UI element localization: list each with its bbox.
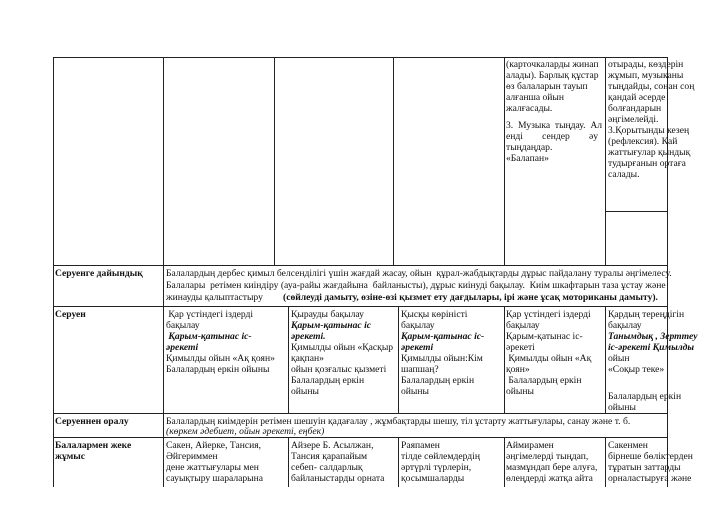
top-col5-line: салады. <box>608 169 640 180</box>
top-col5-line: тыңдайды, сонан соң <box>608 81 695 92</box>
row-label-individual: Балалармен жеке <box>55 440 132 451</box>
walk-line: Балалардың еркін <box>506 375 582 386</box>
walk-line: ойыны <box>291 386 319 397</box>
walk-line: Қимылды ойын «Ақ қоян» <box>166 353 275 364</box>
individual-line: қосымшаларды <box>401 473 465 484</box>
top-col5-line: болғандарын <box>608 103 662 114</box>
individual-line: Раяпамен <box>401 440 440 451</box>
walk-line: Қырауды бақылау <box>291 309 364 320</box>
individual-line: тұратын заттарды <box>608 462 681 473</box>
top-col4-line: жалғасады. <box>506 103 553 114</box>
table-line <box>53 265 668 266</box>
top-col5-line: тудырғанын ортаға <box>608 158 686 169</box>
walk-line: ойыны <box>608 402 636 413</box>
walk-line: ойын <box>608 353 630 364</box>
top-col5-line: қандай әсерде <box>608 92 666 103</box>
prep-text-line: Балалардың дербес қимыл белсенділігі үшін жағдай жасау, ойын құрал-жабдықтарды дұрыс пайдалану туралы әңгімелесу. <box>166 268 672 279</box>
walk-line: бақылау <box>166 320 200 331</box>
walk-line: Қимылды ойын «Қасқыр <box>291 342 394 353</box>
walk-line: Қар үстіндегі іздерді <box>506 309 591 320</box>
walk-line: Балалардың еркін <box>401 375 475 386</box>
table-line <box>53 57 668 58</box>
individual-line: өлеңдерді жатқа айта <box>506 473 593 484</box>
individual-line: тілде сөйлемдердің <box>401 451 480 462</box>
individual-line: Аймирамен <box>506 440 554 451</box>
walk-line: Қысқы көріністі <box>401 309 468 320</box>
table-line <box>53 57 54 487</box>
row-label-return: Серуеннен оралу <box>55 416 129 427</box>
individual-line: Тансия қарапайым <box>291 451 368 462</box>
prep-text-line: жинауды қалыптастыру <box>166 292 263 303</box>
walk-line: Балалардың еркін <box>291 375 365 386</box>
walk-line: «Соқыр теке» <box>608 364 665 375</box>
top-col5-line: жұмып, музыканы <box>608 70 684 81</box>
row-label-prep: Серуенге дайындық <box>55 268 143 279</box>
table-line <box>504 57 505 265</box>
walk-line: әрекеті <box>506 342 535 353</box>
top-col4-line: енді сендер әу <box>506 131 599 142</box>
individual-line: сауықтыру шараларына <box>166 473 264 484</box>
individual-line: бірнеше бөліктерден <box>608 451 693 462</box>
walk-line: Қимылды ойын:Кім <box>401 353 483 364</box>
walk-line: ойыны <box>401 386 429 397</box>
individual-line: мазмұндап бере алуға, <box>506 462 598 473</box>
top-col4-line: (карточкаларды жинап <box>506 59 599 70</box>
walk-line: қоян» <box>506 364 530 375</box>
walk-line: Қарым-қатынас іс <box>291 320 372 331</box>
table-line <box>53 437 668 438</box>
row-label-individual: жұмыс <box>55 451 86 462</box>
individual-line: дене жаттығулары мен <box>166 462 259 473</box>
table-line <box>398 306 399 413</box>
top-col5-line: отырады, көздерін <box>608 59 684 70</box>
row-label-walk: Серуен <box>55 309 86 320</box>
top-col4-line: алады). Барлық құстар <box>506 70 599 81</box>
walk-line: Балалардың еркін <box>608 391 682 402</box>
individual-line: байланыстарды орната <box>291 473 385 484</box>
top-col5-line: жаттығулар қындық <box>608 147 691 158</box>
walk-line: қақпан» <box>291 353 324 364</box>
table-line <box>53 413 668 414</box>
walk-line: Қарым-қатынас іс- <box>166 331 252 342</box>
walk-line: Балалардың еркін ойыны <box>166 364 270 375</box>
prep-text-line: Балалары ретімен киіндіру (ауа-райы жағдайына байланысты), дұрыс киінуді бақылау. Киім шкафтарын таза ұстау және <box>166 280 666 291</box>
individual-line: орналастыруға және <box>608 473 692 484</box>
top-col5-line: әңгімелейді. <box>608 114 659 125</box>
walk-line: ойын қозғалыс қызметі <box>291 364 387 375</box>
individual-line: әңгімелерді тыңдап, <box>506 451 589 462</box>
individual-line: Айзере Б. Асылжан, <box>291 440 374 451</box>
walk-line: әрекеті <box>166 342 199 353</box>
walk-line: ойыны <box>506 386 534 397</box>
table-line <box>504 306 505 413</box>
walk-line: Қарым-қатынас іс- <box>506 331 583 342</box>
table-line <box>605 437 606 487</box>
top-col4-line: 3. Музыка тыңдау. Ал <box>506 120 603 131</box>
table-line <box>53 306 668 307</box>
table-line <box>504 437 505 487</box>
walk-line: әрекеті <box>401 342 434 353</box>
walk-line: Танымдық , Зерттеу <box>608 331 698 342</box>
table-line <box>288 306 289 413</box>
individual-line: Әйгериммен <box>166 451 218 462</box>
individual-line: себеп- салдарлық <box>291 462 363 473</box>
top-col5-line: (рефлексия). Қай <box>608 136 678 147</box>
top-col4-line: «Балапан» <box>506 153 549 164</box>
table-line <box>163 57 164 487</box>
walk-line: Қарым-қатынас іс- <box>401 331 485 342</box>
walk-line: Қимылды ойын «Ақ <box>506 353 592 364</box>
table-line <box>393 57 394 265</box>
table-line <box>605 211 668 212</box>
individual-line: Сакен, Айерке, Тансия, <box>166 440 262 451</box>
table-line <box>605 57 606 265</box>
top-col4-line: өз балаларын тауып <box>506 81 588 92</box>
return-activity-note: (көркем әдебиет, ойын әрекеті, еңбек) <box>166 426 325 437</box>
walk-line: бақылау <box>401 320 435 331</box>
table-line <box>605 306 606 413</box>
individual-line: әртүрлі түрлерін, <box>401 462 472 473</box>
prep-skills-note: (сөйлеуді дамыту, өзіне-өзі қызмет ету дағдылары, ірі және ұсақ моториканы дамыту). <box>283 292 658 303</box>
walk-line: іс-әрекеті Қимылды <box>608 342 695 353</box>
top-col5-line: 3.Қорытынды кезең <box>608 125 690 136</box>
walk-line: Қардың тереңдігін <box>608 309 685 320</box>
walk-line: бақылау <box>608 320 642 331</box>
walk-line: шапшаң? <box>401 364 439 375</box>
table-line <box>398 437 399 487</box>
table-line <box>288 437 289 487</box>
top-col4-line: тыңдаңдар. <box>506 142 553 153</box>
individual-line: Сакенмен <box>608 440 648 451</box>
top-col4-line: алғанша ойын <box>506 92 565 103</box>
walk-line: Қар үстіндегі іздерді <box>166 309 254 320</box>
return-text-line: Балалардың киімдерін ретімен шешуін қадағалау , жұмбақтарды шешу, тіл ұстарту жаттығулары, санау және т. б. <box>166 416 631 427</box>
table-line <box>274 57 275 265</box>
walk-line: әрекеті. <box>291 331 326 342</box>
walk-line: бақылау <box>506 320 540 331</box>
